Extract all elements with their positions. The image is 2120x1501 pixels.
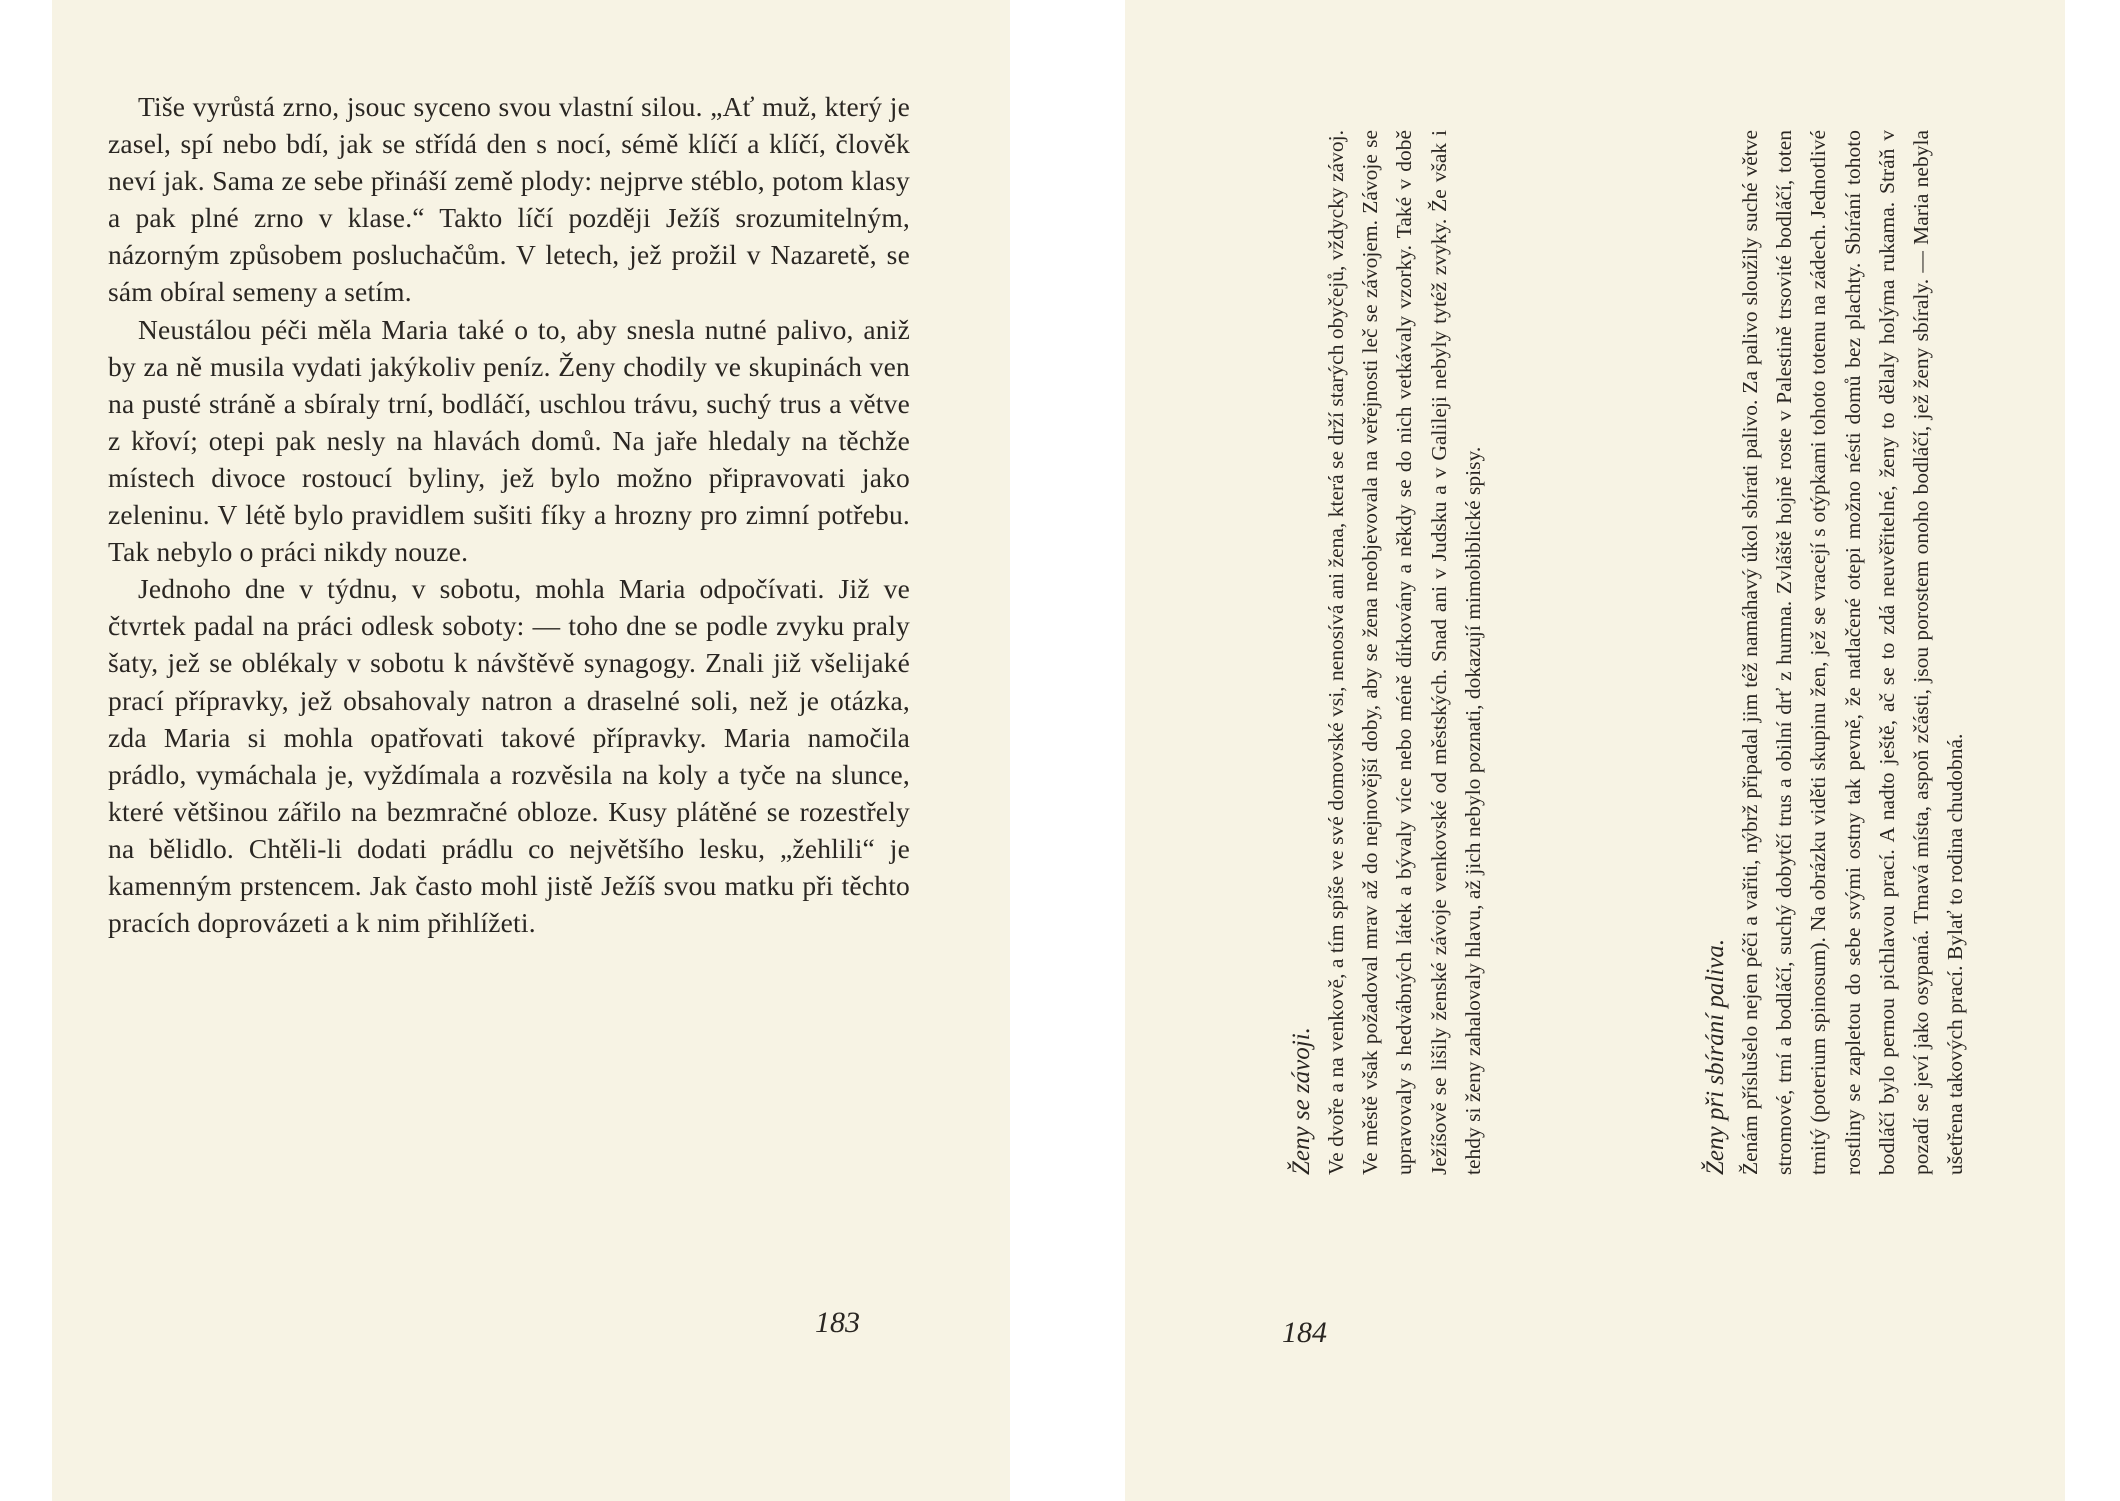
paragraph-2: Neustálou péči měla Maria také o to, aby snesla nutné palivo, aniž by za ně musila vydati jakýkoliv peníz. Ženy chodily ve skupinách ven na pusté stráně a sbíraly trní, bodláčí, uschlou trávu, suchý trus a větve z křoví; otepi pak nesly na hlavách domů. Na jaře hledaly na těchže místech divoce rostoucí byliny, jež bylo možno připravovati jako zeleninu. V létě bylo pravidlem sušiti fíky a hrozny pro zimní potřebu. Tak nebylo o práci nikdy nouze. bbox=[108, 313, 910, 568]
paragraph-3: Jednoho dne v týdnu, v sobotu, mohla Maria odpočívati. Již ve čtvrtek padal na práci odlesk soboty: — toho dne se podle zvyku praly šaty, jež se oblékaly v sobotu k návštěvě synagogy. Znali již všelijaké prací přípravky, jež obsahovaly natron a draselné soli, než je otázka, zda Maria si mohla opatřovati takové přípravky. Maria namočila prádlo, vymáchala je, vyždímala a rozvěsila na koly a tyče na slunce, které většinou zářilo na bezmračné obloze. Kusy plátěné se rozestřely na bělidlo. Chtěli-li dodati prádlu co největšího lesku, „žehlili“ je kamenným prstencem. Jak často mohl jistě Ježíš svou matku při těchto pracích doprovázeti a k nim přihlížeti. bbox=[108, 573, 910, 939]
page-number-right: 184 bbox=[1282, 1316, 1327, 1349]
caption-veils bbox=[1285, 130, 1490, 1175]
left-page bbox=[52, 0, 1010, 1501]
caption-text-fuel: Ženám příslušelo nejen péči a vařiti, nýbrž připadal jim též namáhavý úkol sbírati palivo. Za palivo sloužily suché větve stromové, trní a bodláčí, suchý dobytčí trus a obilní drť z humna. Zvláště hojně roste v Palestině trsovité bodláčí, toten trnitý (poterium spinosum). Na obrázku viděti skupinu žen, jež se vracejí s otýpkami tohoto totenu na zádech. Jednotlivé rostliny se zapletou do sebe svými ostny tak pevně, že natlačené otepi možno nésti domů bez plachty. Sbírání tohoto bodláčí bylo pernou pichlavou prací. A nadto ještě, ač se to zdá neuvěřitelné, ženy to dělaly holýma rukama. Stráň v pozadí se jeví jako osypaná. Tmavá místa, aspoň zčásti, jsou porostem onoho bodláčí, jež ženy sbíraly. — Maria nebyla ušetřena takových prací. Bylať to rodina chudobná. bbox=[1738, 130, 1968, 1175]
right-page bbox=[1125, 0, 2065, 1501]
caption-title-veils: Ženy se závoji. bbox=[1288, 1027, 1315, 1175]
caption-title-fuel: Ženy při sbírání paliva. bbox=[1702, 938, 1729, 1175]
caption-fuel bbox=[1699, 130, 1972, 1175]
caption-text-veils: Ve dvoře a na venkově, a tím spíše ve své domovské vsi, nenosívá ani žena, která se drží starých obyčejů, vždycky závoj. Ve městě však požadoval mrav až do nejnovější doby, aby se žena neobjevovala na veřejnosti leč se závojem. Závoje se upravovaly s hedvábných látek a bývaly více nebo méně dírkovány a někdy se do nich vetkávaly vzorky. Také v době Ježíšově se lišily ženské závoje venkovské od městských. Snad ani v Judsku a v Galileji nebyly tytéž zvyky. Že však i tehdy si ženy zahalovaly hlavu, až jich nebylo poznati, dokazují mimobiblické spisy. bbox=[1324, 130, 1485, 1175]
paragraph-1: Tiše vyrůstá zrno, jsouc syceno svou vlastní silou. „Ať muž, který je zasel, spí nebo bdí, jak se střídá den s nocí, sémě klíčí a klíčí, člověk neví jak. Sama ze sebe přináší země plody: nejprve stéblo, potom klasy a pak plné zrno v klase.“ Takto líčí později Ježíš srozumitelným, názorným způsobem posluchačům. V letech, jež prožil v Nazaretě, se sám obíral semeny a setím. bbox=[108, 91, 910, 308]
left-page-text bbox=[108, 88, 910, 941]
page-number-left: 183 bbox=[815, 1306, 860, 1339]
